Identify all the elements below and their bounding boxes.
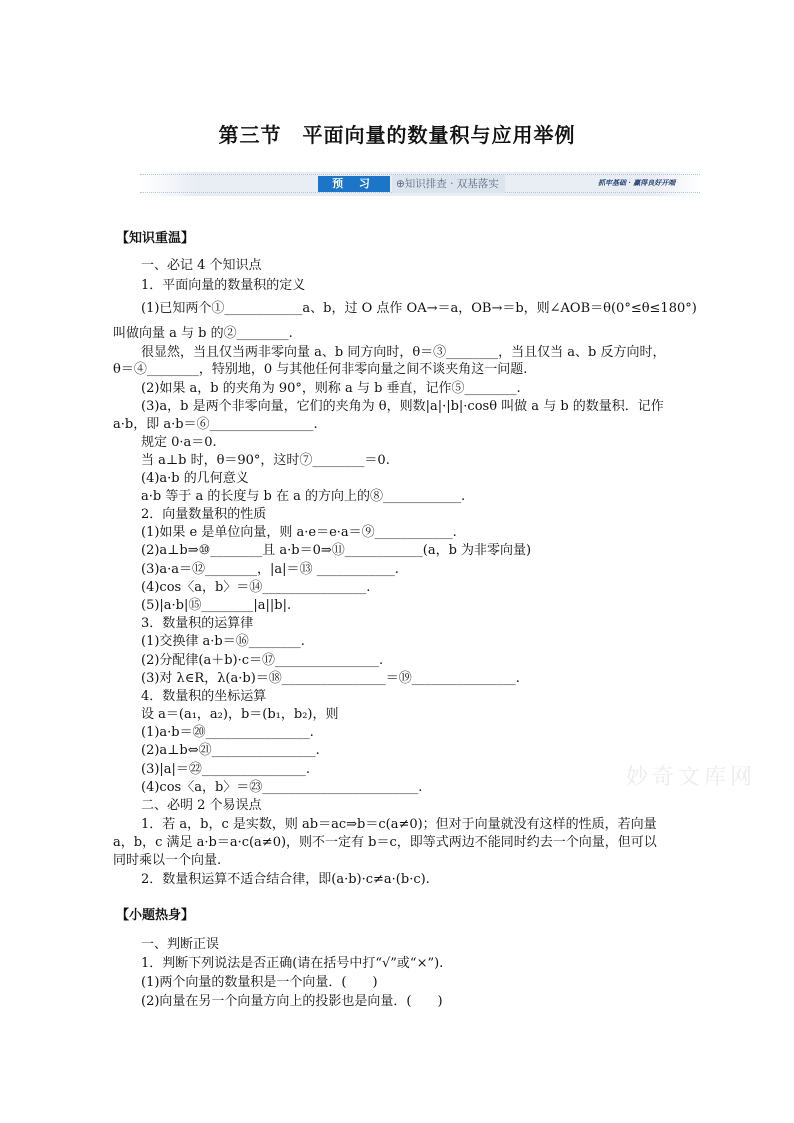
text-line: 1．若 a，b，c 是实数，则 ab＝ac⇒b＝c(a≠0)；但对于向量就没有这样的性质，若向量: [141, 817, 657, 832]
sub-heading: 二、必明 2 个易误点: [141, 798, 262, 813]
text-line: 当 a⊥b 时，θ＝90°，这时⑦________＝0.: [141, 453, 390, 468]
section-heading: 【知识重温】: [116, 231, 195, 246]
text-line: (3)a·a＝⑫________，|a|＝⑬ ____________.: [141, 562, 399, 577]
text-line: 很显然，当且仅当两非零向量 a、b 同方向时，θ＝③________，当且仅当 a、b 反方向时，: [141, 345, 666, 360]
text-line: (1)如果 e 是单位向量，则 a·e＝e·a＝⑨____________.: [141, 525, 457, 540]
text-line: (2)a⊥b⇒⑩________且 a·b＝0⇒⑪____________(a，b 为非零向量): [141, 543, 532, 558]
text-line: 同时乘以一个向量.: [113, 853, 222, 868]
section-heading: 【小题热身】: [116, 908, 195, 923]
text-line: a·b，即 a·b＝⑥________________.: [113, 417, 318, 432]
text-line: (3)对 λ∈R，λ(a·b)＝⑱________________＝⑲________________.: [141, 671, 520, 686]
text-line: (3)a，b 是两个非零向量，它们的夹角为 θ，则数|a|·|b|·cosθ 叫做 a 与 b 的数量积．记作: [141, 399, 664, 414]
watermark: 妙奇文库网: [626, 765, 757, 790]
text-line: (1)已知两个①____________a、b，过 O 点作 OA→＝a，OB→＝b，则∠AOB＝θ(0°≤θ≤180°): [141, 301, 697, 316]
banner-slogan: 抓牢基础 · 赢得良好开端: [598, 178, 676, 187]
text-line: (4)cos〈a，b〉＝㉓________________________.: [141, 780, 423, 795]
text-line: (1)a·b＝⑳________________.: [141, 725, 314, 740]
text-line: (3)|a|＝㉒________________.: [141, 762, 311, 777]
text-line: 叫做向量 a 与 b 的②________.: [113, 326, 293, 341]
text-line: a，b，c 满足 a·b＝a·c(a≠0)，则不一定有 b＝c，即等式两边不能同时约去一个向量，但可以: [113, 835, 657, 850]
text-line: (2)a⊥b⇔㉑________________.: [141, 743, 320, 758]
banner-subtitle: ⊕知识排查 · 双基落实: [392, 175, 505, 193]
text-line: (2)分配律(a＋b)·c＝⑰________________.: [141, 653, 384, 668]
section-banner: [140, 172, 700, 196]
text-line: (1)两个向量的数量积是一个向量．( ): [141, 975, 378, 990]
text-line: 1．判断下列说法是否正确(请在括号中打“√”或“×”).: [141, 956, 444, 971]
banner-label: 预 习: [318, 176, 390, 192]
sub-heading: 3．数量积的运算律: [141, 616, 254, 631]
text-line: a·b 等于 a 的长度与 b 在 a 的方向上的⑧____________.: [141, 489, 466, 504]
text-line: (1)交换律 a·b＝⑯________.: [141, 634, 305, 649]
sub-heading: 4．数量积的坐标运算: [141, 689, 267, 704]
sub-heading: 1．平面向量的数量积的定义: [141, 278, 306, 293]
page-title: 第三节 平面向量的数量积与应用举例: [218, 123, 576, 147]
text-line: 规定 0·a＝0.: [141, 435, 217, 450]
sub-heading: 2．向量数量积的性质: [141, 507, 267, 522]
sub-heading: 一、判断正误: [141, 937, 220, 952]
text-line: (4)cos〈a，b〉＝⑭________________.: [141, 580, 371, 595]
text-line: (5)|a·b|⑮________|a||b|.: [141, 598, 292, 613]
text-line: (2)向量在另一个向量方向上的投影也是向量．( ): [141, 994, 443, 1009]
text-line: 2．数量积运算不适合结合律，即(a·b)·c≠a·(b·c).: [141, 872, 430, 887]
sub-heading: 一、必记 4 个知识点: [141, 258, 262, 273]
text-line: 设 a＝(a₁，a₂)，b＝(b₁，b₂)，则: [141, 707, 339, 722]
text-line: (4)a·b 的几何意义: [141, 471, 249, 486]
text-line: (2)如果 a，b 的夹角为 90°，则称 a 与 b 垂直，记作⑤________.: [141, 381, 521, 396]
text-line: θ＝④________，特别地，0 与其他任何非零向量之间不谈夹角这一问题.: [113, 362, 528, 377]
